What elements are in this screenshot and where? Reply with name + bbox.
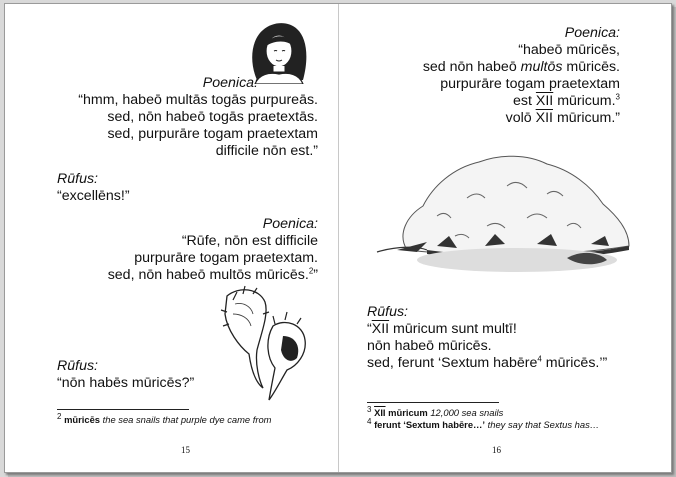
dialogue-line — [367, 355, 607, 372]
footnote-marker: 2 — [308, 266, 314, 276]
dialogue-line — [513, 93, 620, 110]
shell-pile-illustration — [367, 146, 657, 274]
speaker-label: Poenica: — [564, 25, 620, 41]
footnote-number: 2 — [57, 411, 62, 421]
dialogue-line: sed, nōn habeō togās praetextās. — [107, 109, 318, 125]
dialogue-text: mūricum. — [553, 93, 616, 109]
dialogue-text: mūricum.” — [553, 110, 620, 126]
dialogue-text: mūricēs.’” — [541, 355, 608, 371]
dialogue-text: sed, ferunt ‘Sextum habēre — [367, 355, 538, 371]
roman-numeral: $\overline{XII}$ — [374, 407, 386, 418]
dialogue-text: volō — [505, 110, 536, 126]
footnote-gloss: the sea snails that purple dye came from — [102, 414, 272, 425]
roman-numeral: $\overline{XII}$ — [371, 321, 390, 337]
dialogue-line: “excellēns!” — [57, 188, 130, 204]
page-15 — [5, 4, 338, 472]
dialogue-line: difficile nōn est.” — [215, 143, 318, 159]
footnote-number: 4 — [367, 416, 372, 426]
dialogue-line: “nōn habēs mūricēs?” — [57, 375, 195, 391]
footnote-gloss: 12,000 sea snails — [430, 407, 504, 418]
dialogue-text: sed nōn habeō — [422, 59, 521, 75]
roman-numeral: $\overline{XII}$ — [535, 93, 554, 109]
footnote-number: 3 — [367, 404, 372, 414]
page-number: 15 — [181, 445, 190, 455]
footnote-rule — [367, 402, 499, 403]
footnote-term: mūricēs — [64, 414, 101, 425]
murex-shells-illustration — [219, 284, 311, 404]
roman-numeral: $\overline{XII}$ — [535, 110, 553, 126]
dialogue-line — [506, 110, 620, 127]
speaker-label: Poenica: — [202, 75, 258, 91]
footnote-marker: 4 — [537, 354, 542, 364]
dialogue-line: “Rūfe, nōn est difficile — [181, 233, 318, 249]
dialogue-line — [367, 321, 517, 338]
speaker-label: Rūfus: — [57, 358, 99, 374]
dialogue-line — [108, 267, 318, 284]
speaker-label: Rūfus: — [367, 304, 409, 320]
footnote-term: mūricum — [388, 407, 428, 418]
book-spread — [4, 3, 672, 473]
dialogue-line: “habeō mūricēs, — [518, 42, 620, 58]
footnote — [57, 411, 272, 426]
dialogue-text: sed, nōn habeō multōs mūricēs. — [107, 267, 309, 283]
footnote-term: ferunt ‘Sextum habēre…’ — [374, 419, 486, 430]
speaker-label: Poenica: — [262, 216, 318, 232]
page-number: 16 — [492, 445, 501, 455]
dialogue-line: sed, purpurāre togam praetextam — [107, 126, 318, 142]
dialogue-text: est — [513, 93, 536, 109]
footnote-marker: 3 — [615, 92, 620, 102]
closing-quote: ” — [313, 267, 318, 283]
dialogue-line: purpurāre togam praetextam. — [134, 250, 318, 266]
dialogue-text: “ — [367, 321, 372, 337]
dialogue-line: “hmm, habeō multās togās purpureās. — [78, 92, 318, 108]
dialogue-line — [423, 59, 620, 76]
footnote — [367, 416, 600, 431]
footnote — [367, 404, 504, 419]
dialogue-text: mūricēs. — [562, 59, 620, 75]
dialogue-text: mūricum sunt multī! — [389, 321, 517, 337]
speaker-label: Rūfus: — [57, 171, 99, 187]
page-16 — [339, 4, 672, 472]
emphasis-text: multōs — [520, 59, 563, 75]
footnote-gloss: they say that Sextus has… — [487, 419, 600, 430]
dialogue-line: nōn habeō mūricēs. — [367, 338, 492, 354]
footnote-rule — [57, 409, 189, 410]
dialogue-line: purpurāre togam praetextam — [440, 76, 620, 92]
